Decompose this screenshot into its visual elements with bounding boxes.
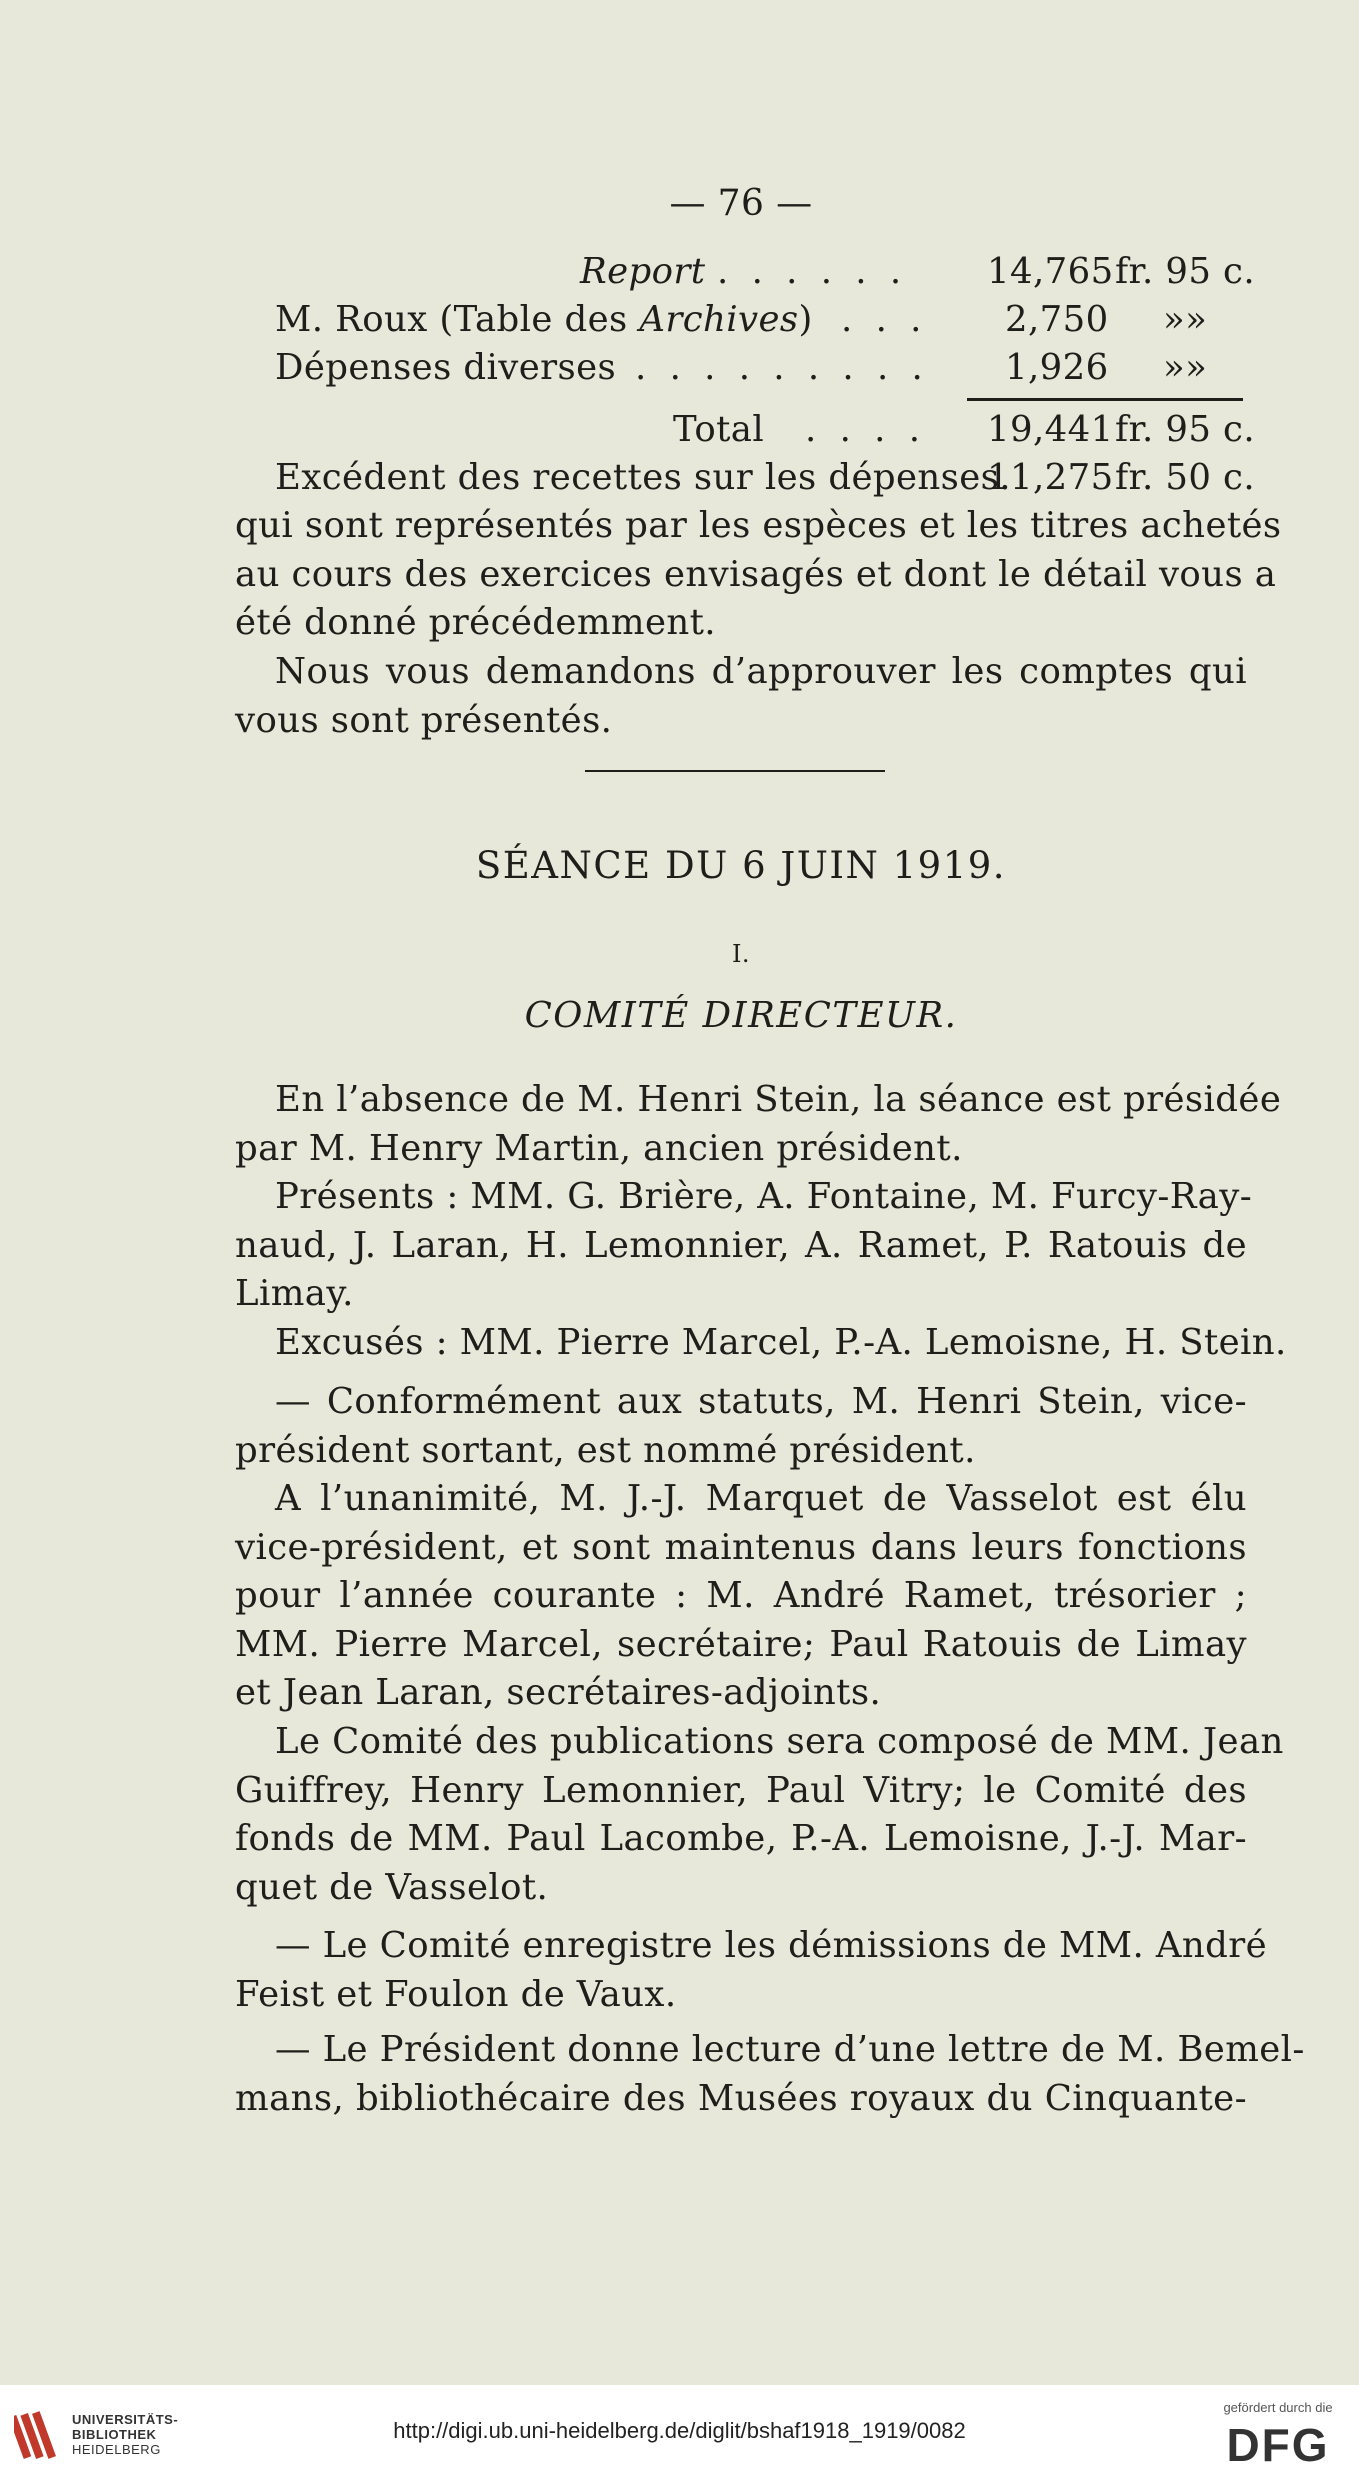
diverses-dots: . . . . . . . . . xyxy=(635,347,929,388)
paragraph-unanimite: A l’unanimité, M. J.-J. Marquet de Vasselot est élu vice-président, et sont maintenus dans leurs fonctions pour l’année courante : M. André Ramet, trésorier ; MM. Pierre Marcel, secrétaire; Paul Ratouis de Limay et Jean Laran, secrétaires-adjoints. xyxy=(235,1478,1247,1713)
account-row-report xyxy=(235,248,1256,296)
roux-label: M. Roux (Table des Archives) xyxy=(275,299,813,340)
section-title: SÉANCE DU 6 JUIN 1919. xyxy=(475,844,1007,887)
total-unit: fr. 95 c. xyxy=(1115,409,1256,450)
report-unit: fr. 95 c. xyxy=(1115,251,1256,292)
paragraph-approve: Nous vous demandons d’approuver les comptes qui vous sont présentés. xyxy=(235,651,1247,741)
paragraph-represented: qui sont représentés par les espèces et les titres achetés au cours des exercices envisagés et dont le détail vous a été donné précédemment. xyxy=(235,505,1282,643)
account-row-excedent xyxy=(235,454,1256,502)
diverses-amount: 1,926 xyxy=(1005,347,1109,388)
total-dots: . . . . xyxy=(805,409,926,450)
total-amount: 19,441 xyxy=(987,409,1114,450)
diverses-unit: »» xyxy=(1163,347,1208,388)
paragraph-absence: En l’absence de M. Henri Stein, la séance est présidée par M. Henry Martin, ancien président. xyxy=(235,1079,1282,1169)
paragraph-excuses: Excusés : MM. Pierre Marcel, P.-A. Lemoisne, H. Stein. xyxy=(275,1322,1287,1363)
section-separator xyxy=(585,770,885,772)
paragraph-conformement: — Conformément aux statuts, M. Henri Stein, vice- président sortant, est nommé président. xyxy=(235,1381,1247,1471)
roux-unit: »» xyxy=(1163,299,1208,340)
subsection-title: COMITÉ DIRECTEUR. xyxy=(524,995,958,1036)
dfg-logo: DFG xyxy=(1226,2419,1330,2471)
section-number: I. xyxy=(732,940,750,968)
total-label: Total xyxy=(673,409,765,450)
report-dots: . . . . . . xyxy=(717,251,908,292)
roux-dots: . . . xyxy=(841,299,928,340)
diverses-label: Dépenses diverses xyxy=(275,347,617,388)
account-row-diverses xyxy=(235,344,1247,392)
paragraph-presents: Présents : MM. G. Brière, A. Fontaine, M. Furcy-Ray- naud, J. Laran, H. Lemonnier, A. Ramet, P. Ratouis de Limay. xyxy=(235,1176,1253,1314)
total-rule xyxy=(967,398,1243,401)
account-row-roux xyxy=(235,296,1247,344)
excedent-label: Excédent des recettes sur les dépenses. xyxy=(275,457,1011,498)
excedent-amount: 11,275 xyxy=(987,457,1114,498)
paragraph-demissions: — Le Comité enregistre les démissions de MM. André Feist et Foulon de Vaux. xyxy=(235,1925,1268,2015)
source-url-link[interactable]: http://digi.ub.uni-heidelberg.de/diglit/bshaf1918_1919/0082 xyxy=(393,2418,966,2443)
paragraph-comite-publications: Le Comité des publications sera composé de MM. Jean Guiffrey, Henry Lemonnier, Paul Vitry; le Comité des fonds de MM. Paul Lacombe, P.-A. Lemoisne, J.-J. Mar- quet de Vasselot. xyxy=(235,1721,1284,1908)
page-number: — 76 — xyxy=(669,183,813,224)
excedent-unit: fr. 50 c. xyxy=(1115,457,1256,498)
report-amount: 14,765 xyxy=(987,251,1114,292)
account-row-total xyxy=(235,406,1256,454)
report-label: Report xyxy=(580,251,706,292)
library-name: UNIVERSITÄTS- BIBLIOTHEK HEIDELBERG xyxy=(72,2412,179,2457)
paragraph-lettre: — Le Président donne lecture d’une lettre de M. Bemel- mans, bibliothécaire des Musées royaux du Cinquante- xyxy=(235,2029,1305,2119)
funded-by-text: gefördert durch die xyxy=(1223,2400,1333,2415)
roux-amount: 2,750 xyxy=(1005,299,1109,340)
